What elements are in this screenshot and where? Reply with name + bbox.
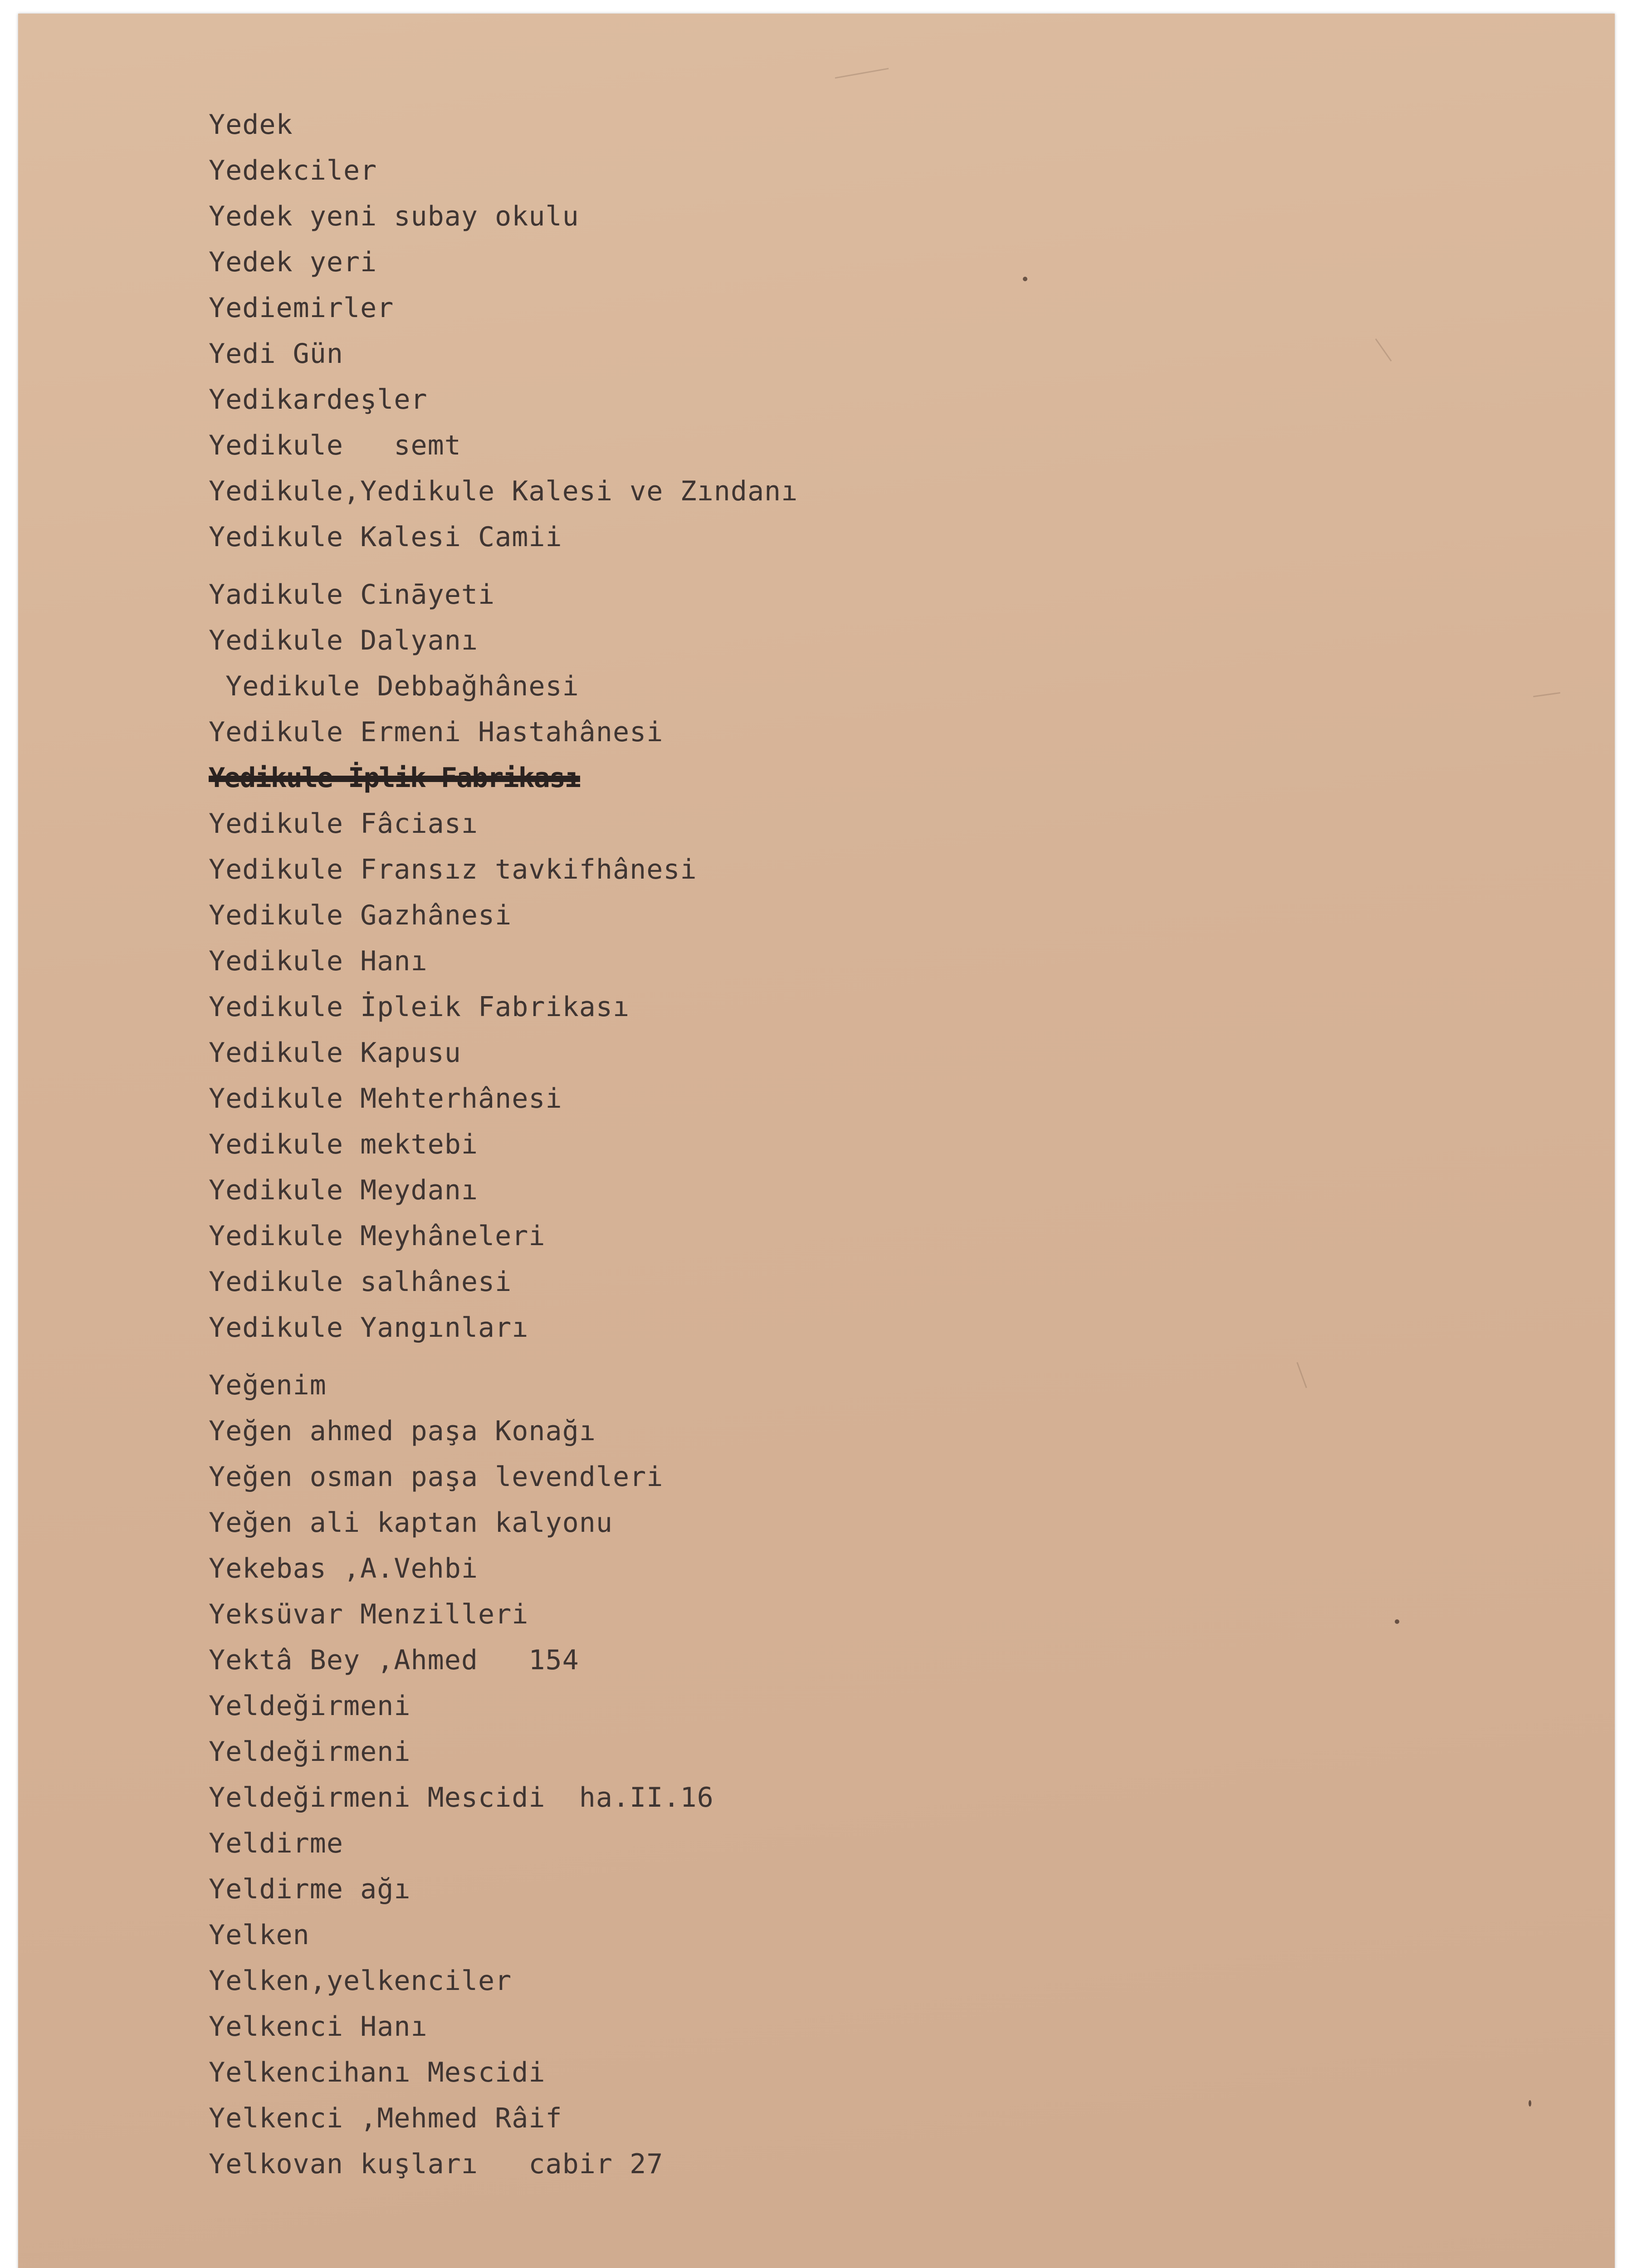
paper-speck: [1023, 277, 1027, 281]
index-entry: Yektâ Bey ,Ahmed 154: [209, 1644, 579, 1676]
index-entry: Yedikule İpleik Fabrikası: [209, 991, 630, 1023]
typed-index-page: [18, 14, 1615, 2268]
paper-scratch: [1375, 338, 1392, 362]
index-entry: Yedikule Dalyanı: [209, 625, 478, 656]
index-entry: Yeğenim: [209, 1369, 327, 1401]
index-entry-list: [209, 102, 798, 2187]
index-entry: Yedikule Ermeni Hastahânesi: [209, 716, 664, 748]
paper-scratch: [1296, 1362, 1307, 1388]
index-entry: Yedikule Gazhânesi: [209, 899, 512, 931]
index-entry: Yedekciler: [209, 155, 377, 186]
index-entry: Yedek yeni subay okulu: [209, 200, 579, 232]
index-entry: Yedikule semt: [209, 430, 461, 461]
index-entry: Yeldeğirmeni: [209, 1736, 411, 1768]
index-entry: Yedikule Meyhâneleri: [209, 1220, 546, 1252]
index-entry: Yeksüvar Menzilleri: [209, 1598, 529, 1630]
index-entry: Yedi Gün: [209, 338, 343, 370]
index-entry: Yekebas ,A.Vehbi: [209, 1553, 478, 1584]
index-entry: Yelken,yelkenciler: [209, 1965, 512, 1997]
index-entry: Yedikule Kalesi Camii: [209, 521, 562, 553]
index-entry: Yeldeğirmeni Mescidi ha.II.16: [209, 1782, 714, 1813]
index-entry: Yeldeğirmeni: [209, 1690, 411, 1722]
index-entry: Yedikule Debbağhânesi: [209, 670, 579, 702]
index-entry: Yedikule Fransız tavkifhânesi: [209, 854, 697, 885]
paper-speck: [1529, 2100, 1531, 2107]
index-entry: Yedikule Meydanı: [209, 1174, 478, 1206]
index-entry: Yedikule Hanı: [209, 945, 428, 977]
index-entry: Yedek: [209, 109, 293, 141]
index-entry: Yedikardeşler: [209, 384, 428, 415]
index-entry: Yedikule salhânesi: [209, 1266, 512, 1298]
index-entry: Yedikule mektebi: [209, 1129, 478, 1160]
paper-scratch: [835, 68, 889, 79]
index-entry: Yeğen osman paşa levendleri: [209, 1461, 664, 1493]
index-entry: Yeldirme: [209, 1828, 343, 1859]
index-entry: Yedikule,Yedikule Kalesi ve Zındanı: [209, 475, 798, 507]
index-entry: Yeldirme ağı: [209, 1873, 411, 1905]
index-entry: Yelken: [209, 1919, 310, 1951]
index-entry: Yeğen ahmed paşa Konağı: [209, 1415, 596, 1447]
index-entry: Yelkenci Hanı: [209, 2011, 428, 2043]
index-entry: Yedikule Fâciası: [209, 808, 478, 840]
index-entry: Yelkenci ,Mehmed Râif: [209, 2102, 562, 2134]
index-entry: Yelkovan kuşları cabir 27: [209, 2148, 664, 2180]
paper-speck: [1395, 1619, 1399, 1624]
index-entry: Yedikule Mehterhânesi: [209, 1083, 562, 1114]
index-entry: Yelkencihanı Mescidi: [209, 2057, 546, 2088]
index-entry: Yedikule Yangınları: [209, 1312, 529, 1344]
index-entry: Yedikule Kapusu: [209, 1037, 461, 1069]
index-entry: Yediemirler: [209, 292, 394, 324]
crossed-out-entry: Yedikule İplik Fabrikası: [209, 762, 580, 794]
paper-scratch: [1533, 692, 1560, 697]
index-entry: Yeğen ali kaptan kalyonu: [209, 1507, 613, 1539]
index-entry: Yadikule Cināyeti: [209, 579, 495, 611]
index-entry: Yedek yeri: [209, 246, 377, 278]
